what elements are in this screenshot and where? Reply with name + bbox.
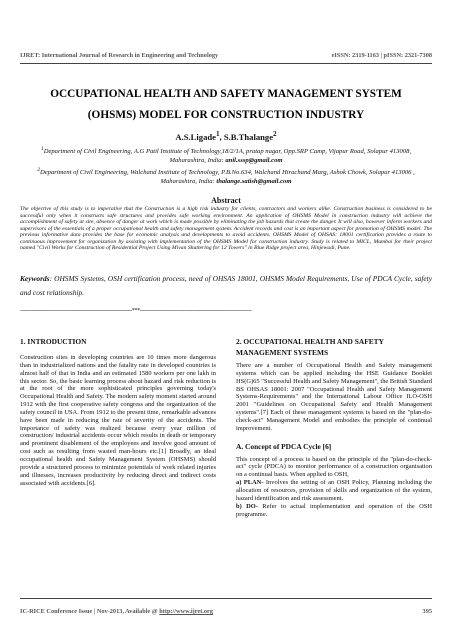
keywords-text: : OHSMS Systems, OSH certification process, need of OHSAS 18001, OHSMS Model Requirements, Use of PDCA Cycle, safety and cost relationship. — [20, 274, 432, 297]
running-header — [20, 52, 432, 59]
affiliation-2 — [30, 166, 422, 186]
title-line-1: OCCUPATIONAL HEALTH AND SAFETY MANAGEMENT SYSTEM — [50, 88, 402, 100]
journal-link[interactable]: http://www.ijret.org — [159, 608, 213, 615]
title-line-2: (OHSMS) MODEL FOR CONSTRUCTION INDUSTRY — [87, 109, 365, 121]
header-rule — [20, 63, 432, 64]
right-column — [236, 336, 432, 524]
footer-citation — [20, 608, 213, 615]
affiliation-2-email[interactable]: thalange.satish@gmail.com — [216, 177, 292, 185]
author-2: S.B.Thalange — [223, 131, 274, 142]
left-column — [20, 336, 216, 493]
author-1: A.S.Ligade — [175, 131, 216, 142]
footer-text: IC-RICE Conference Issue | Nov-2013, Available @ — [20, 608, 160, 615]
do-label: b) DO- — [236, 502, 258, 510]
plan-text: Involves the setting of an OSH Policy, Planning including the allocation of resources, provision of skills and organization of the system, hazard identification and risk assessment. — [236, 479, 433, 502]
section-separator: ----------------------------------------------------------------------***---------------------------------------------------------------------- — [20, 308, 252, 314]
author-list — [20, 130, 432, 142]
ohsms-paragraph: There are a number of Occupational Health and Safety management systems which can be applied including the HSE Guidance Booklet HS(G)65 "Successful Health and Safety Management", the British Standard BS OHSAS 18001: 2007 "Occupational Health and Safety Management Systems-Requirements" and the International Labour Office ILO-OSH 2001 "Guidelines on Occupational Safety and Health Management systems".[7] Each of these management systems is based on the "plan-do-check-act" Management Model and embodies the principle of continual improvement. — [236, 362, 432, 432]
author-separator: , — [219, 131, 224, 142]
affiliation-2-sup: 2 — [37, 167, 40, 173]
paper-title — [20, 84, 432, 126]
running-footer — [20, 608, 432, 615]
keywords — [20, 272, 432, 300]
abstract-text: The objective of this study is to imperative that the Construction is a high risk industry for clients, contractors and workers alike. Construction business is considered to be successful only when it constructs safe structures and provides safe working environment. An application of OHSMS Model in construction industry will achieve the accomplishment of safety at site, absence of danger at work which is made possible by eliminating the job hazards that create the danger. It will also, however inform workers and supervisors of the essentials of a proper occupational health and safety management system. Accident records and cost is an important aspect for promotion of OHSMS model. The previous informative data provides the base for economic analysis and developments to avoid accidents. OHSMS Model of OHSAS: 18001 certification provides a route to continuous improvement for organization by assisting with implementation of the OHSMS Model for construction industry. Study is related to MICL, Mumbai for their project named "Civil Works for Construction of Residential Project Using Mivan Shuttering for 12 Towers" in Blue Ridge project area, Hinjewadi, Pune. — [20, 206, 432, 252]
author-1-sup: 1 — [215, 130, 220, 138]
issn: eISSN: 2319-1163 | pISSN: 2321-7308 — [331, 52, 432, 59]
keywords-label: Keywords — [20, 274, 50, 283]
plan-label: a) PLAN- — [236, 479, 264, 487]
pdca-item-do — [236, 503, 432, 519]
affiliation-1-sup: 1 — [40, 146, 44, 152]
affiliation-1-email[interactable]: anil.sssp@gmail.com — [225, 156, 283, 164]
page-number: 395 — [422, 608, 432, 615]
author-2-sup: 2 — [273, 130, 277, 138]
pdca-heading: A. Concept of PDCA Cycle [6] — [236, 441, 332, 451]
journal-name: IJRET: International Journal of Research in Engineering and Technology — [20, 52, 219, 59]
ohsms-heading: 2. OCCUPATIONAL HEALTH AND SAFETY MANAGEMENT SYSTEMS — [236, 337, 384, 357]
pdca-paragraph: This concept of a process is based on the principle of the "plan-do-check-act" cycle (PDCA) to monitor performance of a construction organisation on a continual basis. When applied to OSH, — [236, 455, 432, 479]
pdca-item-plan — [236, 479, 432, 503]
footer-rule — [20, 598, 432, 599]
introduction-paragraph: Construction sites in developing countries are 10 times more dangerous than in industrialized nations and the fatality rate in developed countries is almost half of that in India and an estimated 1580 workers per one lakh in this sector. So, the basic learning process about hazard and risk reduction is at the root of the more sophisticated principles governing today's Occupational Health and Safety. The modern safety moment started around 1912 with the first cooperative safety congress and the organization of the safety council in USA. From 1912 to the present time, remarkable advances have been made in reducing the rate of severity of the accidents. The importance of safety was realized because every year million of construction/ industrial accidents occur which results in death or temporary and prominent disablement of the employees and involve good amount of cost such as resulting from wasted man-hours etc.[1] Broadly, an ideal occupational health and Safety Management System (OHSMS) should provide a structured process to minimize potentials of work related injuries and illnesses, increases productivity by reducing direct and indirect costs associated with accidents.[6]. — [20, 354, 216, 487]
abstract-heading: Abstract — [211, 196, 241, 205]
do-text: Refer to actual implementation and operation of the OSH programme. — [236, 502, 432, 518]
affiliation-2-text: Department of Civil Engineering, Walchand Institute of Technology, P.B.No.634, Walchand Hirachand Marg, Ashok Chowk, Solapur 413006 , Maharashtra, India: — [39, 169, 415, 185]
affiliation-1-text: Department of Civil Engineering, A.G Patil Institute of Technology,18/2/1A, pratap nagar, Opp.SRP Camp, Vijapur Road, Solapur 413008, Maharashtra, India: — [43, 148, 412, 164]
affiliation-1 — [30, 145, 422, 165]
introduction-heading: 1. INTRODUCTION — [20, 337, 87, 346]
